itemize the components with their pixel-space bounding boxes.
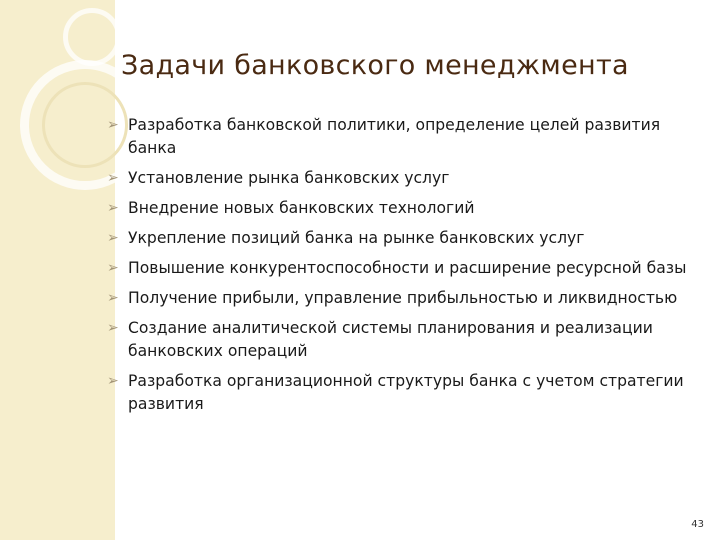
arrow-bullet-icon: ➢ bbox=[107, 373, 119, 389]
list-item bbox=[107, 167, 707, 190]
page-number: 43 bbox=[691, 519, 704, 530]
arrow-bullet-icon: ➢ bbox=[107, 200, 119, 216]
list-item bbox=[107, 227, 707, 250]
arrow-bullet-icon: ➢ bbox=[107, 320, 119, 336]
arrow-bullet-icon: ➢ bbox=[107, 117, 119, 133]
list-item-text: Укрепление позиций банка на рынке банковских услуг bbox=[128, 229, 585, 247]
arrow-bullet-icon: ➢ bbox=[107, 260, 119, 276]
list-item-text: Разработка банковской политики, определение целей развития банка bbox=[128, 116, 661, 157]
arrow-bullet-icon: ➢ bbox=[107, 230, 119, 246]
list-item bbox=[107, 370, 707, 416]
list-item bbox=[107, 257, 707, 280]
arrow-bullet-icon: ➢ bbox=[107, 170, 119, 186]
list-item bbox=[107, 317, 707, 363]
list-item-text: Установление рынка банковских услуг bbox=[128, 169, 450, 187]
slide-title: Задачи банковского менеджмента bbox=[121, 50, 629, 81]
list-item bbox=[107, 287, 707, 310]
list-item-text: Создание аналитической системы планирования и реализации банковских операций bbox=[128, 319, 653, 360]
arrow-bullet-icon: ➢ bbox=[107, 290, 119, 306]
list-item-text: Получение прибыли, управление прибыльностью и ликвидностью bbox=[128, 289, 678, 307]
list-item bbox=[107, 197, 707, 220]
list-item-text: Разработка организационной структуры банка с учетом стратегии развития bbox=[128, 372, 684, 413]
list-item-text: Внедрение новых банковских технологий bbox=[128, 199, 475, 217]
list-item-text: Повышение конкурентоспособности и расширение ресурсной базы bbox=[128, 259, 687, 277]
list-item bbox=[107, 114, 707, 160]
bullet-list bbox=[107, 114, 707, 423]
